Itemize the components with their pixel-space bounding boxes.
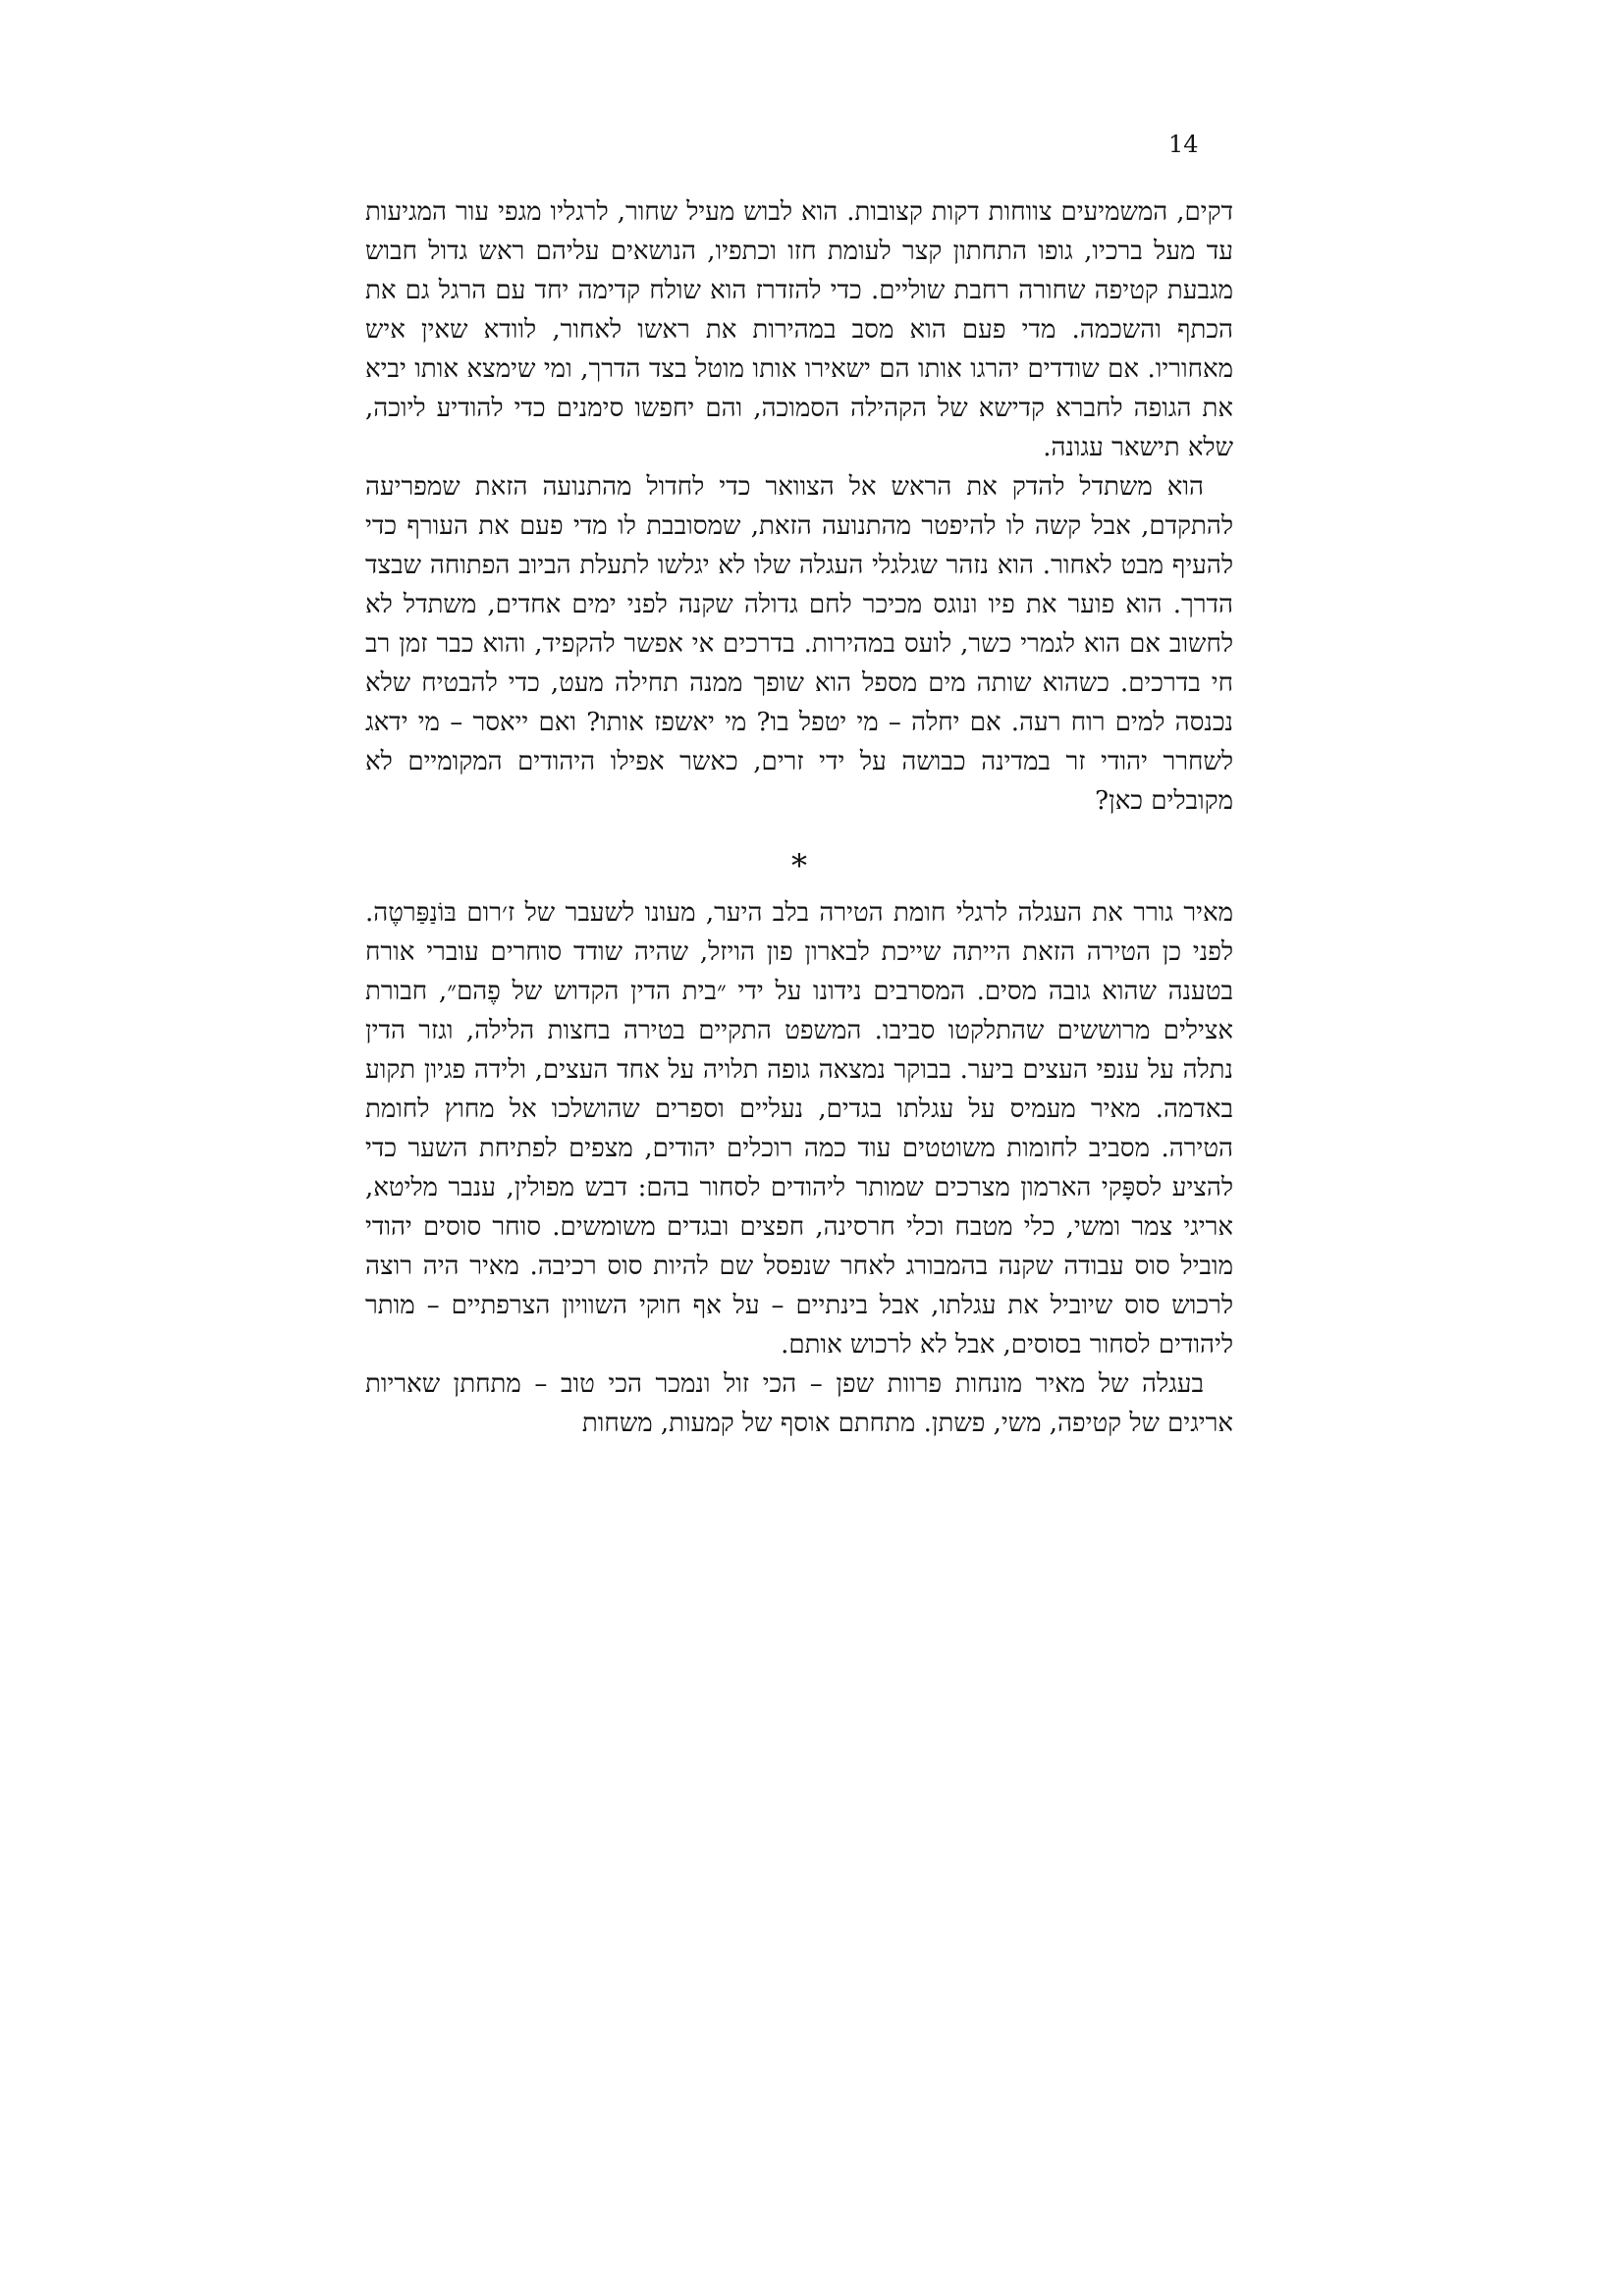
page-number: 14: [1168, 131, 1199, 158]
body-text: [365, 192, 1233, 1443]
paragraph: הוא משתדל להדק את הראש אל הצוואר כדי לחדול מהתנועה הזאת שמפריעה להתקדם, אבל קשה לו להיפטר מהתנועה הזאת, שמסובבת לו מדי פעם את העורף כדי להעיף מבט לאחור. הוא נזהר שגלגלי העגלה שלו לא יגלשו לתעלת הביוב הפתוחה שבצד הדרך. הוא פוער את פיו ונוגס מכיכר לחם גדולה שקנה לפני ימים אחדים, משתדל לא לחשוב אם הוא לגמרי כשר, לועס במהירות. בדרכים אי אפשר להקפיד, והוא כבר זמן רב חי בדרכים. כשהוא שותה מים מספל הוא שופך ממנה תחילה מעט, כדי להבטיח שלא נכנסה למים רוח רעה. אם יחלה – מי יטפל בו? מי יאשפז אותו? ואם ייאסר – מי ידאג לשחרר יהודי זר במדינה כבושה על ידי זרים, כאשר אפילו היהודים המקומיים לא מקובלים כאן?: [365, 472, 1233, 816]
paragraph: דקים, המשמיעים צווחות דקות קצובות. הוא לבוש מעיל שחור, לרגליו מגפי עור המגיעות עד מעל ברכיו, גופו התחתון קצר לעומת חזו וכתפיו, הנושאים עליהם ראש גדול חבוש מגבעת קטיפה שחורה רחבת שוליים. כדי להזדרז הוא שולח קדימה יחד עם הרגל גם את הכתף והשכמה. מדי פעם הוא מסב במהירות את ראשו לאחור, לוודא שאין איש מאחוריו. אם שודדים יהרגו אותו הם ישאירו אותו מוטל בצד הדרך, ומי שימצא אותו יביא את הגופה לחברא קדישא של הקהילה הסמוכה, והם יחפשו סימנים כדי להודיע ליוכה, שלא תישאר עגונה.: [365, 197, 1233, 462]
paragraph: מאיר גורר את העגלה לרגלי חומת הטירה בלב היער, מעונו לשעבר של ז׳רום בּוֹנַפַּרטֶה. לפני כן הטירה הזאת הייתה שייכת לבארון פון הויזל, שהיה שודד סוחרים עוברי אורח בטענה שהוא גובה מסים. המסרבים נידונו על ידי ״בית הדין הקדוש של פֶהם״, חבורת אצילים מרוששים שהתלקטו סביבו. המשפט התקיים בטירה בחצות הלילה, וגזר הדין נתלה על ענפי העצים ביער. בבוקר נמצאה גופה תלויה על אחד העצים, ולידה פגיון תקוע באדמה. מאיר מעמיס על עגלתו בגדים, נעליים וספרים שהושלכו אל מחוץ לחומת הטירה. מסביב לחומות משוטטים עוד כמה רוכלים יהודים, מצפים לפתיחת השער כדי להציע לספָּקי הארמון מצרכים שמותר ליהודים לסחור בהם: דבש מפולין, ענבר מליטא, אריגי צמר ומשי, כלי מטבח וכלי חרסינה, חפצים ובגדים משומשים. סוחר סוסים יהודי מוביל סוס עבודה שקנה בהמבורג לאחר שנפסל שם להיות סוס רכיבה. מאיר היה רוצה לרכוש סוס שיוביל את עגלתו, אבל בינתיים – על אף חוקי השוויון הצרפתיים – מותר ליהודים לסחור בסוסים, אבל לא לרכוש אותם.: [365, 898, 1233, 1360]
paragraph: בעגלה של מאיר מונחות פרוות שפן – הכי זול ונמכר הכי טוב – מתחתן שאריות אריגים של קטיפה, משי, פשתן. מתחתם אוסף של קמעות, משחות: [365, 1369, 1233, 1438]
section-separator: *: [791, 847, 807, 884]
